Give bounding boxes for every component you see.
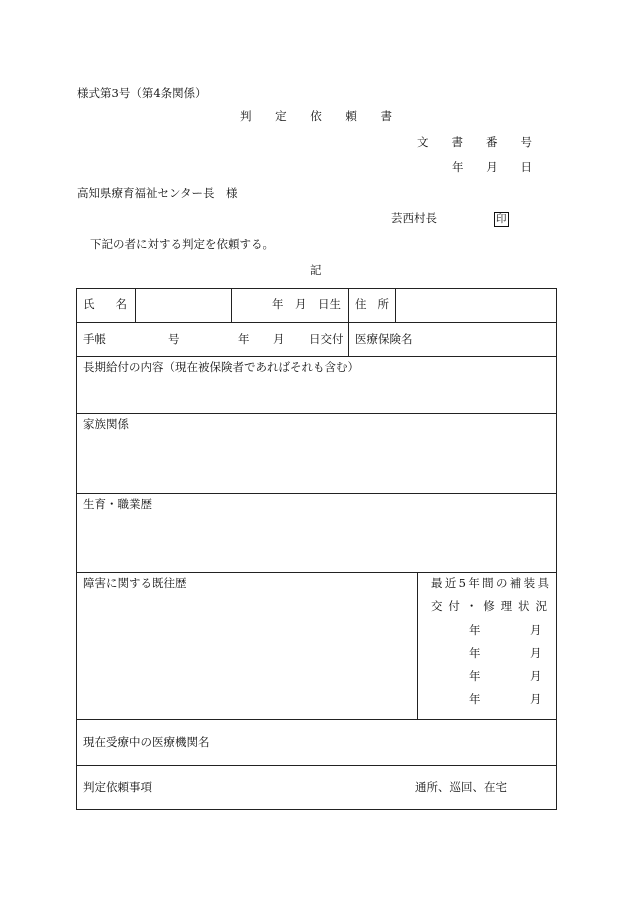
row-divider	[77, 322, 556, 323]
birth-date-label: 年 月 日生	[272, 297, 341, 311]
row-divider	[77, 493, 556, 494]
title-char: 頼	[345, 109, 357, 123]
addressee: 高知県療育福祉センター長 様	[77, 186, 238, 200]
family-label: 家族関係	[83, 417, 129, 431]
document-number-label	[417, 137, 532, 149]
doc-number-char: 番	[486, 135, 498, 149]
equipment-heading-char: 5	[458, 576, 466, 590]
history-label: 生育・職業歴	[83, 497, 152, 511]
seal-mark: 印	[496, 213, 507, 225]
equipment-heading-char: 交	[431, 599, 443, 613]
request-items-label: 判定依頼事項	[83, 780, 152, 794]
equipment-heading-char: 補	[509, 576, 522, 590]
doc-number-char: 号	[520, 135, 532, 149]
visit-options: 通所、巡回、在宅	[415, 780, 507, 794]
ki-heading: 記	[310, 263, 322, 277]
document-title	[240, 111, 392, 123]
equipment-heading-char: 最	[431, 576, 443, 590]
equipment-year: 年	[469, 692, 481, 706]
equipment-heading-line1	[431, 578, 549, 590]
title-char: 書	[380, 109, 392, 123]
date-month: 月	[486, 160, 498, 174]
issue-month: 月	[273, 332, 285, 346]
insurance-label: 医療保険名	[355, 332, 413, 346]
equipment-heading-char: 状	[518, 599, 530, 613]
equipment-heading-char: 付	[448, 599, 460, 613]
equipment-heading-char: の	[495, 576, 508, 590]
request-sentence: 下記の者に対する判定を依頼する。	[90, 237, 274, 251]
equipment-heading-char: ・	[465, 599, 478, 613]
row-divider	[77, 413, 556, 414]
disability-history-label: 障害に関する既往歴	[83, 576, 187, 590]
title-char: 定	[275, 109, 287, 123]
name-label-char: 名	[115, 297, 127, 311]
row-divider	[77, 356, 556, 357]
title-char: 依	[310, 109, 322, 123]
date-year: 年	[452, 160, 464, 174]
column-divider	[348, 289, 349, 356]
date-line	[452, 162, 532, 174]
issue-day-label: 日交付	[309, 332, 344, 346]
equipment-month: 月	[530, 669, 542, 683]
equipment-month: 月	[530, 692, 542, 706]
equipment-heading-line2	[431, 601, 547, 613]
equipment-month: 月	[530, 646, 542, 660]
issue-year: 年	[238, 332, 250, 346]
row-divider	[77, 765, 556, 766]
equipment-year: 年	[469, 669, 481, 683]
handbook-number-suffix: 号	[168, 332, 180, 346]
equipment-heading-char: 装	[523, 576, 536, 590]
column-divider	[135, 289, 136, 322]
address-label	[355, 299, 389, 311]
equipment-heading-char: 年	[468, 576, 480, 590]
equipment-month: 月	[530, 623, 542, 637]
address-label-char: 所	[377, 297, 389, 311]
column-divider	[395, 289, 396, 322]
request-form-table	[76, 288, 557, 810]
equipment-year: 年	[469, 646, 481, 660]
equipment-heading-char: 況	[535, 599, 547, 613]
equipment-heading-char: 修	[483, 599, 495, 613]
date-day: 日	[520, 160, 532, 174]
equipment-heading-char: 間	[482, 576, 494, 590]
name-label	[83, 299, 127, 311]
column-divider	[417, 572, 418, 719]
handbook-label: 手帳	[83, 332, 106, 346]
row-divider	[77, 572, 556, 573]
name-label-char: 氏	[83, 297, 95, 311]
form-number: 様式第3号（第4条関係）	[77, 86, 207, 100]
doc-number-char: 書	[451, 135, 463, 149]
medical-institution-label: 現在受療中の医療機関名	[83, 735, 210, 749]
column-divider	[231, 289, 232, 322]
doc-number-char: 文	[417, 135, 429, 149]
long-term-benefit-label: 長期給付の内容（現在被保険者であればそれも含む）	[83, 360, 359, 374]
equipment-heading-char: 具	[537, 576, 549, 590]
equipment-heading-char: 理	[500, 599, 513, 613]
title-char: 判	[240, 109, 252, 123]
equipment-year: 年	[469, 623, 481, 637]
row-divider	[77, 719, 556, 720]
sender: 芸西村長	[391, 211, 437, 225]
equipment-heading-char: 近	[444, 576, 457, 590]
address-label-char: 住	[355, 297, 367, 311]
